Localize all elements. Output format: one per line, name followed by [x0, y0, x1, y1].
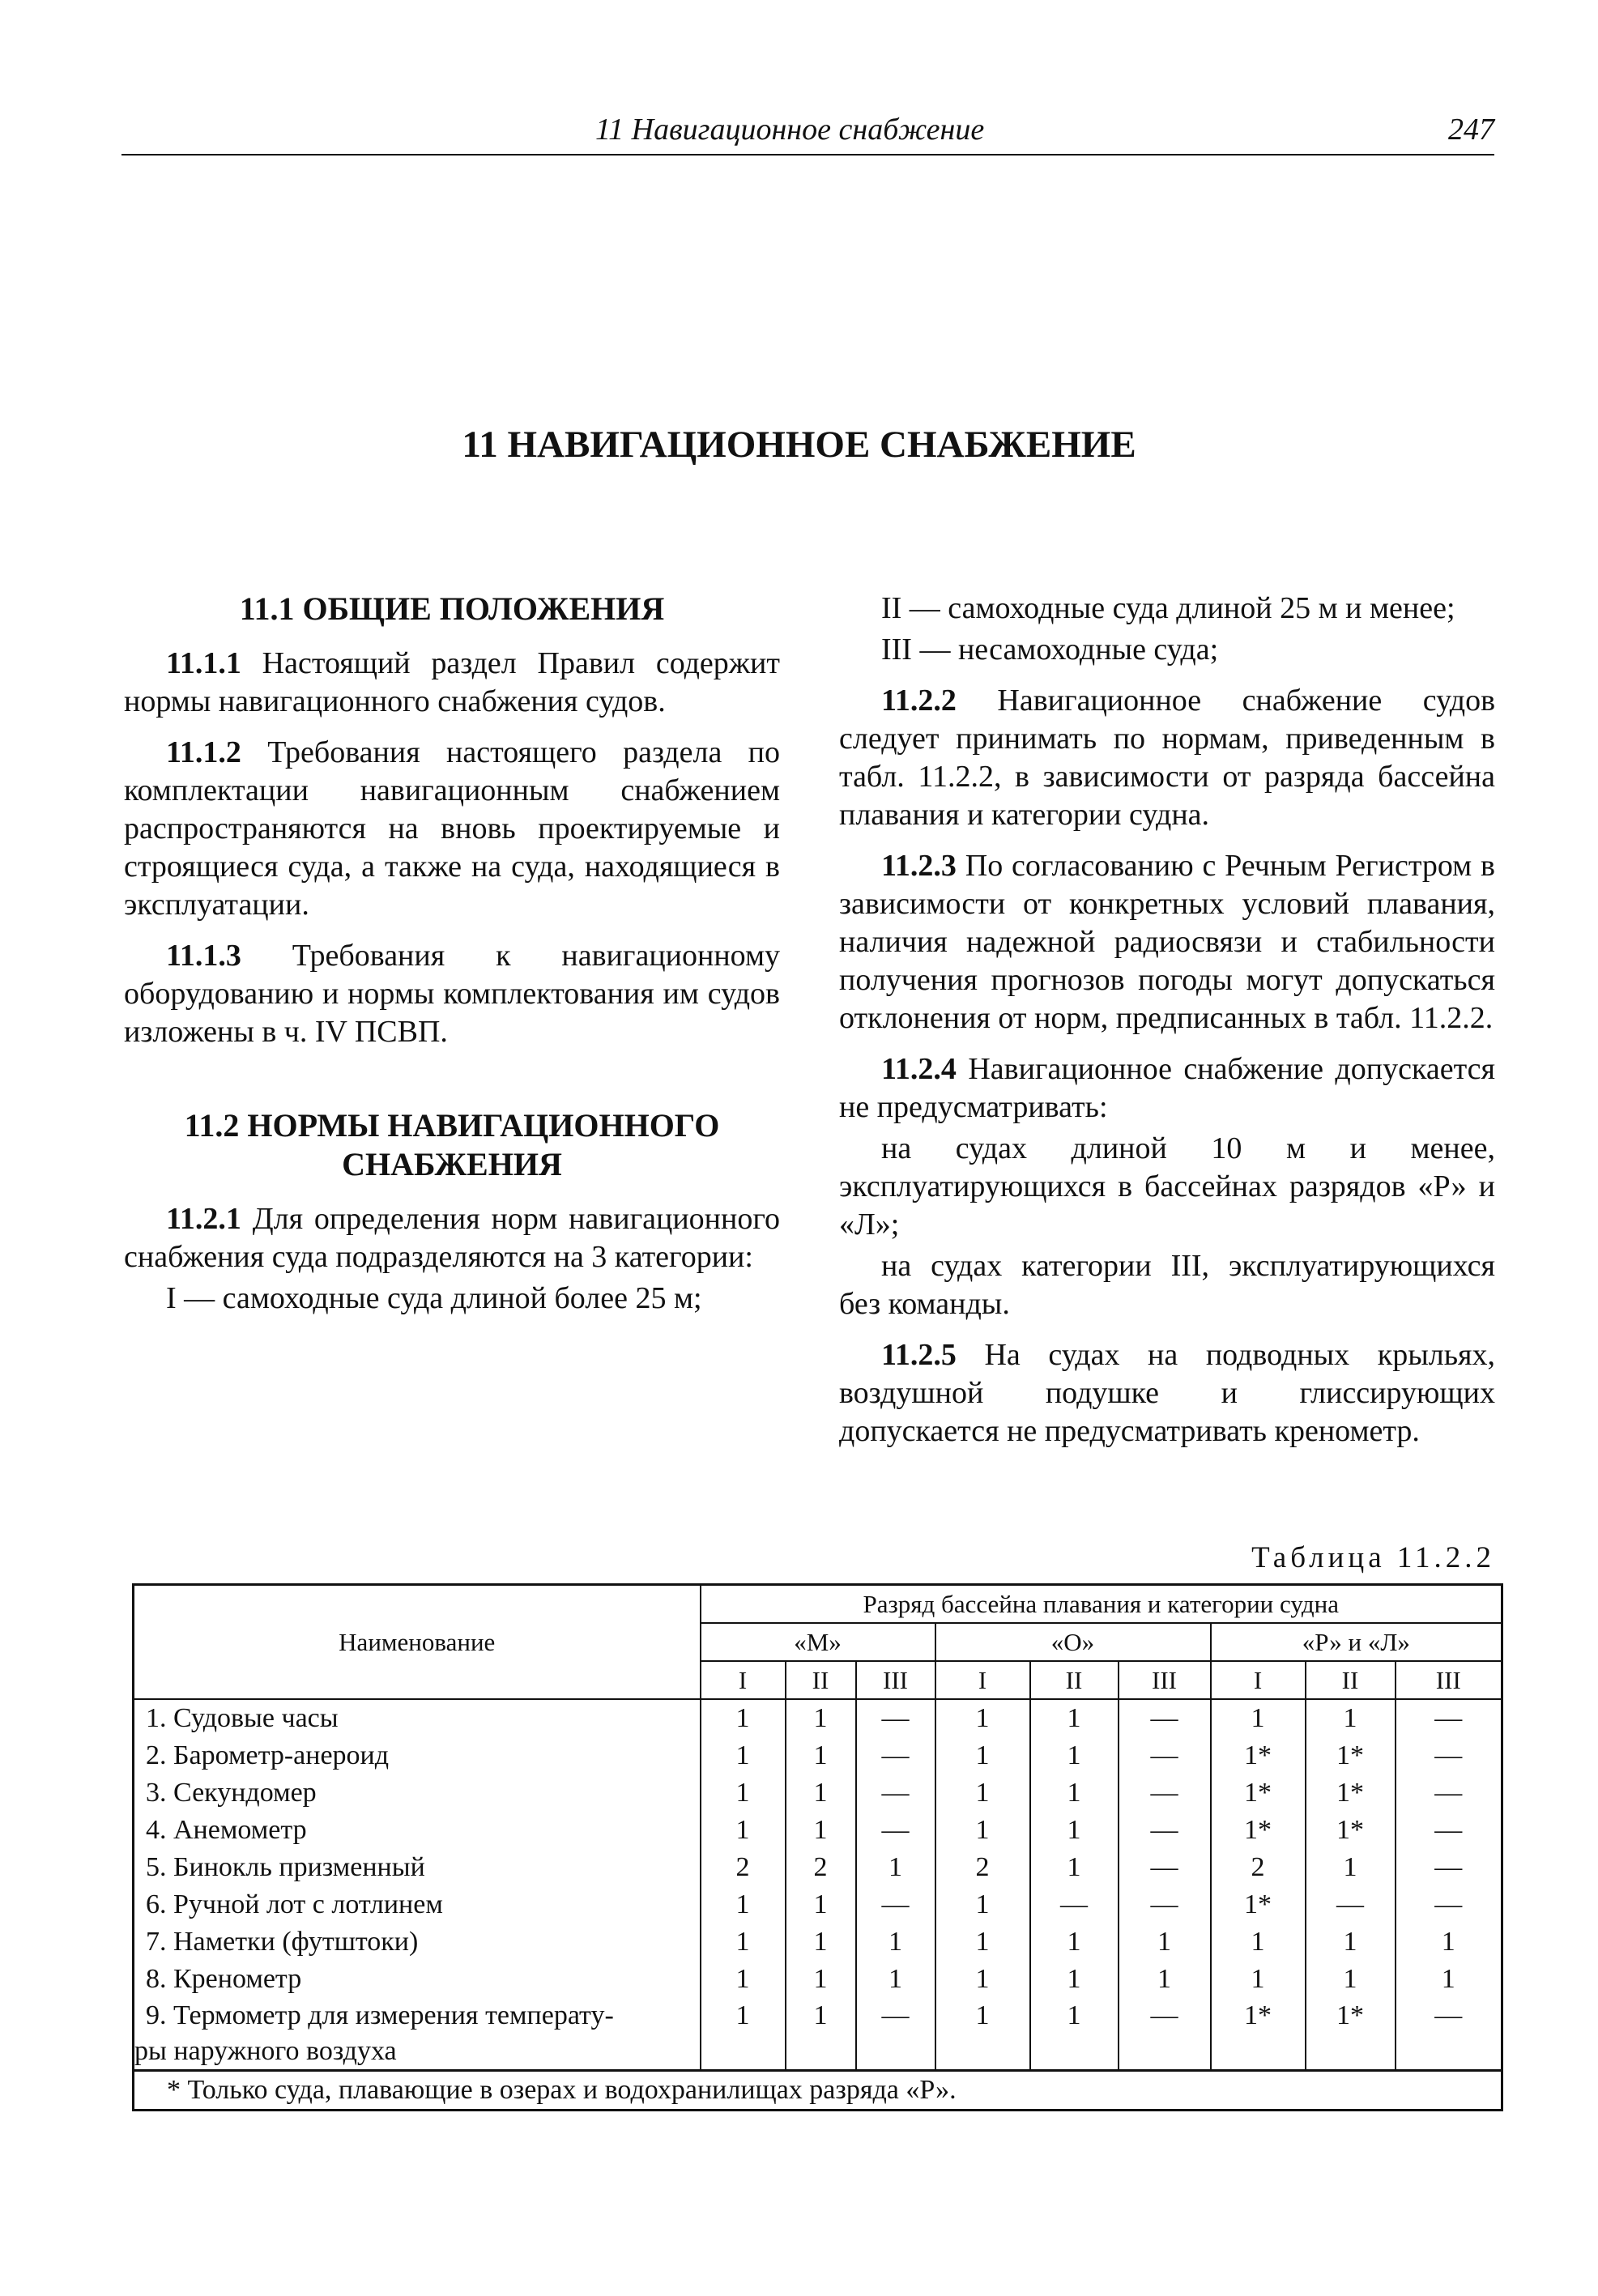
table-cell: 1	[786, 1737, 856, 1774]
table-row	[134, 1699, 1502, 1737]
table-cell: —	[1396, 1699, 1502, 1737]
table-cell: 1	[935, 1961, 1030, 1998]
table-footnote: * Только суда, плавающие в озерах и водохранилищах разряда «Р».	[134, 2071, 1502, 2111]
paragraph-11-2-5: 11.2.5 На судах на подводных крыльях, воздушной подушке и глиссирующих допускается не предусматривать кренометр.	[839, 1338, 1496, 1448]
table-cell: 1	[935, 1699, 1030, 1737]
table-cell: 1	[786, 1699, 856, 1737]
table-cell: 1	[935, 1998, 1030, 2071]
table-cell: 1	[1306, 1699, 1396, 1737]
table-cell: 1	[701, 1774, 786, 1812]
paragraph-11-2-2: 11.2.2 Навигационное снабжение судов следует принимать по нормам, приведенным в табл. 11.2.2, в зависимости от разряда бассейна плавания и категории судна.	[839, 684, 1496, 832]
page-number: 247	[1448, 113, 1494, 147]
section-heading-11-1: 11.1 ОБЩИЕ ПОЛОЖЕНИЯ	[239, 590, 665, 627]
table-cell: —	[1030, 1886, 1119, 1923]
category-3: III — несамоходные суда;	[881, 633, 1219, 667]
table-row	[134, 1961, 1502, 1998]
table-cell: 2	[701, 1849, 786, 1886]
table-cell: 2	[935, 1849, 1030, 1886]
table-row	[134, 1849, 1502, 1886]
table-cell: —	[1396, 1886, 1502, 1923]
category-header: III	[1119, 1661, 1211, 1699]
table-cell: 1	[701, 1998, 786, 2071]
category-header: I	[935, 1661, 1030, 1699]
table-cell: 1	[856, 1849, 935, 1886]
paragraph-11-1-3: 11.1.3 Требования к навигационному оборудованию и нормы комплектования им судов изложены в ч. IV ПСВП.	[124, 939, 781, 1049]
table-cell: 1*	[1211, 1812, 1306, 1849]
table-cell: 1	[701, 1961, 786, 1998]
chapter-title: 11 НАВИГАЦИОННОЕ СНАБЖЕНИЕ	[462, 424, 1136, 466]
table-cell: 1*	[1306, 1774, 1396, 1812]
row-name: 9. Термометр для измерения температу- ры наружного воздуха	[134, 1998, 701, 2071]
table-row	[134, 1812, 1502, 1849]
table-cell: 1*	[1306, 1812, 1396, 1849]
page-header	[121, 112, 1494, 155]
row-name: 7. Наметки (футштоки)	[134, 1923, 701, 1961]
category-header: II	[1306, 1661, 1396, 1699]
left-column	[124, 590, 780, 1321]
table-cell: 1*	[1211, 1998, 1306, 2071]
table-cell: 1	[1030, 1774, 1119, 1812]
table-cell: 1*	[1211, 1737, 1306, 1774]
table-cell: —	[1119, 1849, 1211, 1886]
table-cell: 1	[1211, 1923, 1306, 1961]
table-cell: 1	[856, 1961, 935, 1998]
category-1: I — самоходные суда длиной более 25 м;	[166, 1281, 702, 1315]
basin-header: «Р» и «Л»	[1211, 1623, 1502, 1661]
table-cell: —	[1306, 1886, 1396, 1923]
table-row	[134, 1886, 1502, 1923]
paragraph-11-2-4-item-2: на судах категории III, эксплуатирующихся без команды.	[839, 1249, 1495, 1321]
table-cell: 1	[786, 1774, 856, 1812]
table-cell: 1*	[1211, 1886, 1306, 1923]
table-cell: 1	[701, 1923, 786, 1961]
table-cell: —	[1396, 1774, 1502, 1812]
table-cell: 1	[935, 1774, 1030, 1812]
table-cell: 1	[935, 1923, 1030, 1961]
table-cell: 1	[1030, 1699, 1119, 1737]
table-cell: 1	[1030, 1923, 1119, 1961]
table-cell: 1	[1396, 1923, 1502, 1961]
right-column	[839, 590, 1495, 1463]
table-caption: Таблица 11.2.2	[1251, 1541, 1495, 1574]
table-cell: 2	[1211, 1849, 1306, 1886]
category-header: II	[786, 1661, 856, 1699]
table-cell: 2	[786, 1849, 856, 1886]
table-cell: 1*	[1306, 1737, 1396, 1774]
row-name: 6. Ручной лот с лотлинем	[134, 1886, 701, 1923]
table-cell: —	[1396, 1849, 1502, 1886]
table-cell: 1	[1306, 1923, 1396, 1961]
category-header: III	[1396, 1661, 1502, 1699]
table-cell: 1	[701, 1812, 786, 1849]
table-cell: —	[1119, 1998, 1211, 2071]
table-cell: 1	[1119, 1923, 1211, 1961]
table-cell: 1	[701, 1699, 786, 1737]
table-cell: 1	[1396, 1961, 1502, 1998]
table-cell: —	[856, 1886, 935, 1923]
table-cell: —	[1119, 1774, 1211, 1812]
category-header: III	[856, 1661, 935, 1699]
paragraph-11-2-1: 11.2.1 Для определения норм навигационного снабжения суда подразделяются на 3 категории:	[124, 1202, 780, 1274]
row-name: 1. Судовые часы	[134, 1699, 701, 1737]
table-cell: 1	[786, 1886, 856, 1923]
table-cell: 1	[1030, 1961, 1119, 1998]
row-name: 2. Барометр-анероид	[134, 1737, 701, 1774]
paragraph-11-2-3: 11.2.3 По согласованию с Речным Регистром в зависимости от конкретных условий плавания, наличия надежной радиосвязи и стабильности получения прогнозов погоды могут допускаться отклонения от норм, предписанных в табл. 11.2.2.	[839, 849, 1495, 1035]
table-cell: 1	[1211, 1961, 1306, 1998]
table-cell: —	[856, 1812, 935, 1849]
table-container	[132, 1583, 1501, 2111]
paragraph-11-1-1: 11.1.1 Настоящий раздел Правил содержит нормы навигационного снабжения судов.	[124, 646, 780, 718]
section-heading-11-2: 11.2 НОРМЫ НАВИГАЦИОННОГО СНАБЖЕНИЯ	[184, 1107, 720, 1182]
row-name: 3. Секундомер	[134, 1774, 701, 1812]
table-cell: —	[856, 1998, 935, 2071]
table-cell: 1	[1030, 1998, 1119, 2071]
table-cell: 1	[786, 1961, 856, 1998]
table-cell: 1*	[1306, 1998, 1396, 2071]
group-header: Разряд бассейна плавания и категории судна	[701, 1585, 1502, 1624]
row-name: 8. Кренометр	[134, 1961, 701, 1998]
row-name: 4. Анемометр	[134, 1812, 701, 1849]
table-cell: 1	[1030, 1737, 1119, 1774]
table-cell: 1	[1306, 1849, 1396, 1886]
category-header: I	[1211, 1661, 1306, 1699]
table-cell: 1	[935, 1886, 1030, 1923]
table-cell: —	[1119, 1699, 1211, 1737]
category-header: I	[701, 1661, 786, 1699]
table-cell: 1	[786, 1923, 856, 1961]
table-cell: 1	[1119, 1961, 1211, 1998]
table-cell: —	[1396, 1737, 1502, 1774]
paragraph-11-2-4-item-1: на судах длиной 10 м и менее, эксплуатирующихся в бассейнах разрядов «Р» и «Л»;	[839, 1131, 1495, 1242]
table-cell: 1	[1306, 1961, 1396, 1998]
category-2: II — самоходные суда длиной 25 м и менее;	[881, 591, 1455, 625]
table-cell: 1	[856, 1923, 935, 1961]
paragraph-11-1-2: 11.1.2 Требования настоящего раздела по комплектации навигационным снабжением распространяются на вновь проектируемые и строящиеся суда, а также на суда, находящиеся в эксплуатации.	[124, 735, 780, 922]
basin-header: «М»	[701, 1623, 935, 1661]
table-row	[134, 1998, 1502, 2071]
table-cell: 1	[1030, 1849, 1119, 1886]
table-row	[134, 1774, 1502, 1812]
table-row	[134, 1923, 1502, 1961]
category-header: II	[1030, 1661, 1119, 1699]
table-cell: —	[1119, 1737, 1211, 1774]
table-cell: 1	[786, 1998, 856, 2071]
table-cell: 1	[701, 1886, 786, 1923]
table-cell: 1	[1211, 1699, 1306, 1737]
table-cell: —	[856, 1737, 935, 1774]
table-cell: 1	[786, 1812, 856, 1849]
paragraph-11-2-4: 11.2.4 Навигационное снабжение допускается не предусматривать:	[839, 1052, 1496, 1124]
name-column-header: Наименование	[134, 1585, 701, 1700]
basin-header: «О»	[935, 1623, 1211, 1661]
row-name: 5. Бинокль призменный	[134, 1849, 701, 1886]
table-cell: —	[1396, 1998, 1502, 2071]
table-cell: —	[856, 1699, 935, 1737]
table-cell: 1*	[1211, 1774, 1306, 1812]
running-title: 11 Навигационное снабжение	[595, 113, 985, 147]
table-cell: —	[1119, 1812, 1211, 1849]
table-cell: 1	[935, 1737, 1030, 1774]
navigation-supply-table	[132, 1583, 1503, 2111]
table-cell: —	[1119, 1886, 1211, 1923]
table-cell: —	[1396, 1812, 1502, 1849]
table-cell: 1	[1030, 1812, 1119, 1849]
table-row	[134, 1737, 1502, 1774]
table-cell: —	[856, 1774, 935, 1812]
table-cell: 1	[935, 1812, 1030, 1849]
table-cell: 1	[701, 1737, 786, 1774]
